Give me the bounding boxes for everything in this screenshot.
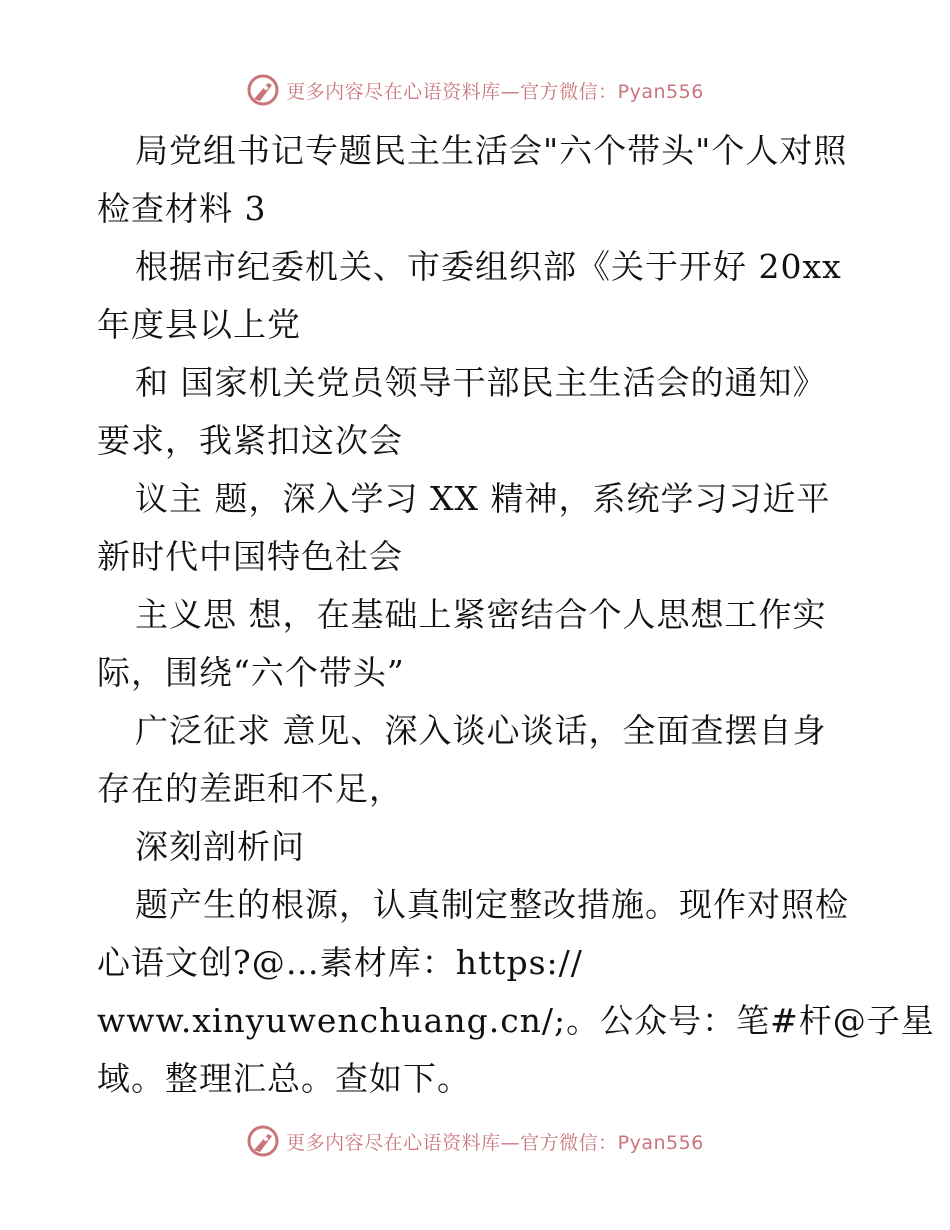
header-watermark-banner bbox=[0, 70, 950, 110]
doc-line: 域。整理汇总。查如下。 bbox=[97, 1059, 471, 1098]
doc-line: 要求，我紧扣这次会 bbox=[97, 421, 403, 460]
doc-line: 广泛征求 意见、深入谈心谈话，全面查摆自身 bbox=[135, 711, 827, 750]
doc-line: 检查材料 3 bbox=[97, 189, 267, 228]
doc-line: 主义思 想，在基础上紧密结合个人思想工作实 bbox=[135, 595, 827, 634]
doc-line: 年度县以上党 bbox=[97, 305, 301, 344]
pen-nib-logo-icon bbox=[246, 1124, 280, 1158]
doc-line: 心语文创?@…素材库：https:// bbox=[97, 943, 583, 982]
doc-line: 根据市纪委机关、市委组织部《关于开好 20xx bbox=[135, 247, 842, 286]
doc-line: 和 国家机关党员领导干部民主生活会的通知》 bbox=[135, 363, 827, 402]
footer-watermark-text: 更多内容尽在心语资料库—官方微信：Pyan556 bbox=[286, 1131, 704, 1154]
header-watermark-text: 更多内容尽在心语资料库—官方微信：Pyan556 bbox=[286, 80, 704, 103]
footer-watermark-group bbox=[246, 1124, 704, 1158]
doc-line: 题产生的根源，认真制定整改措施。现作对照检 bbox=[135, 885, 849, 924]
doc-line: 际，围绕“六个带头” bbox=[97, 653, 405, 692]
doc-line: 议主 题，深入学习 XX 精神，系统学习习近平 bbox=[135, 479, 831, 518]
doc-line: www.xinyuwenchuang.cn/;。公众号：笔#杆@子星 bbox=[97, 1001, 935, 1040]
doc-line: 局党组书记专题民主生活会"六个带头"个人对照 bbox=[135, 131, 848, 170]
doc-line: 新时代中国特色社会 bbox=[97, 537, 403, 576]
doc-line: 存在的差距和不足， bbox=[97, 769, 403, 808]
pen-nib-logo-icon bbox=[246, 73, 280, 107]
header-watermark-group bbox=[246, 73, 704, 107]
footer-watermark-banner bbox=[0, 1121, 950, 1161]
doc-line: 深刻剖析问 bbox=[135, 827, 305, 866]
document-body bbox=[97, 122, 935, 1108]
